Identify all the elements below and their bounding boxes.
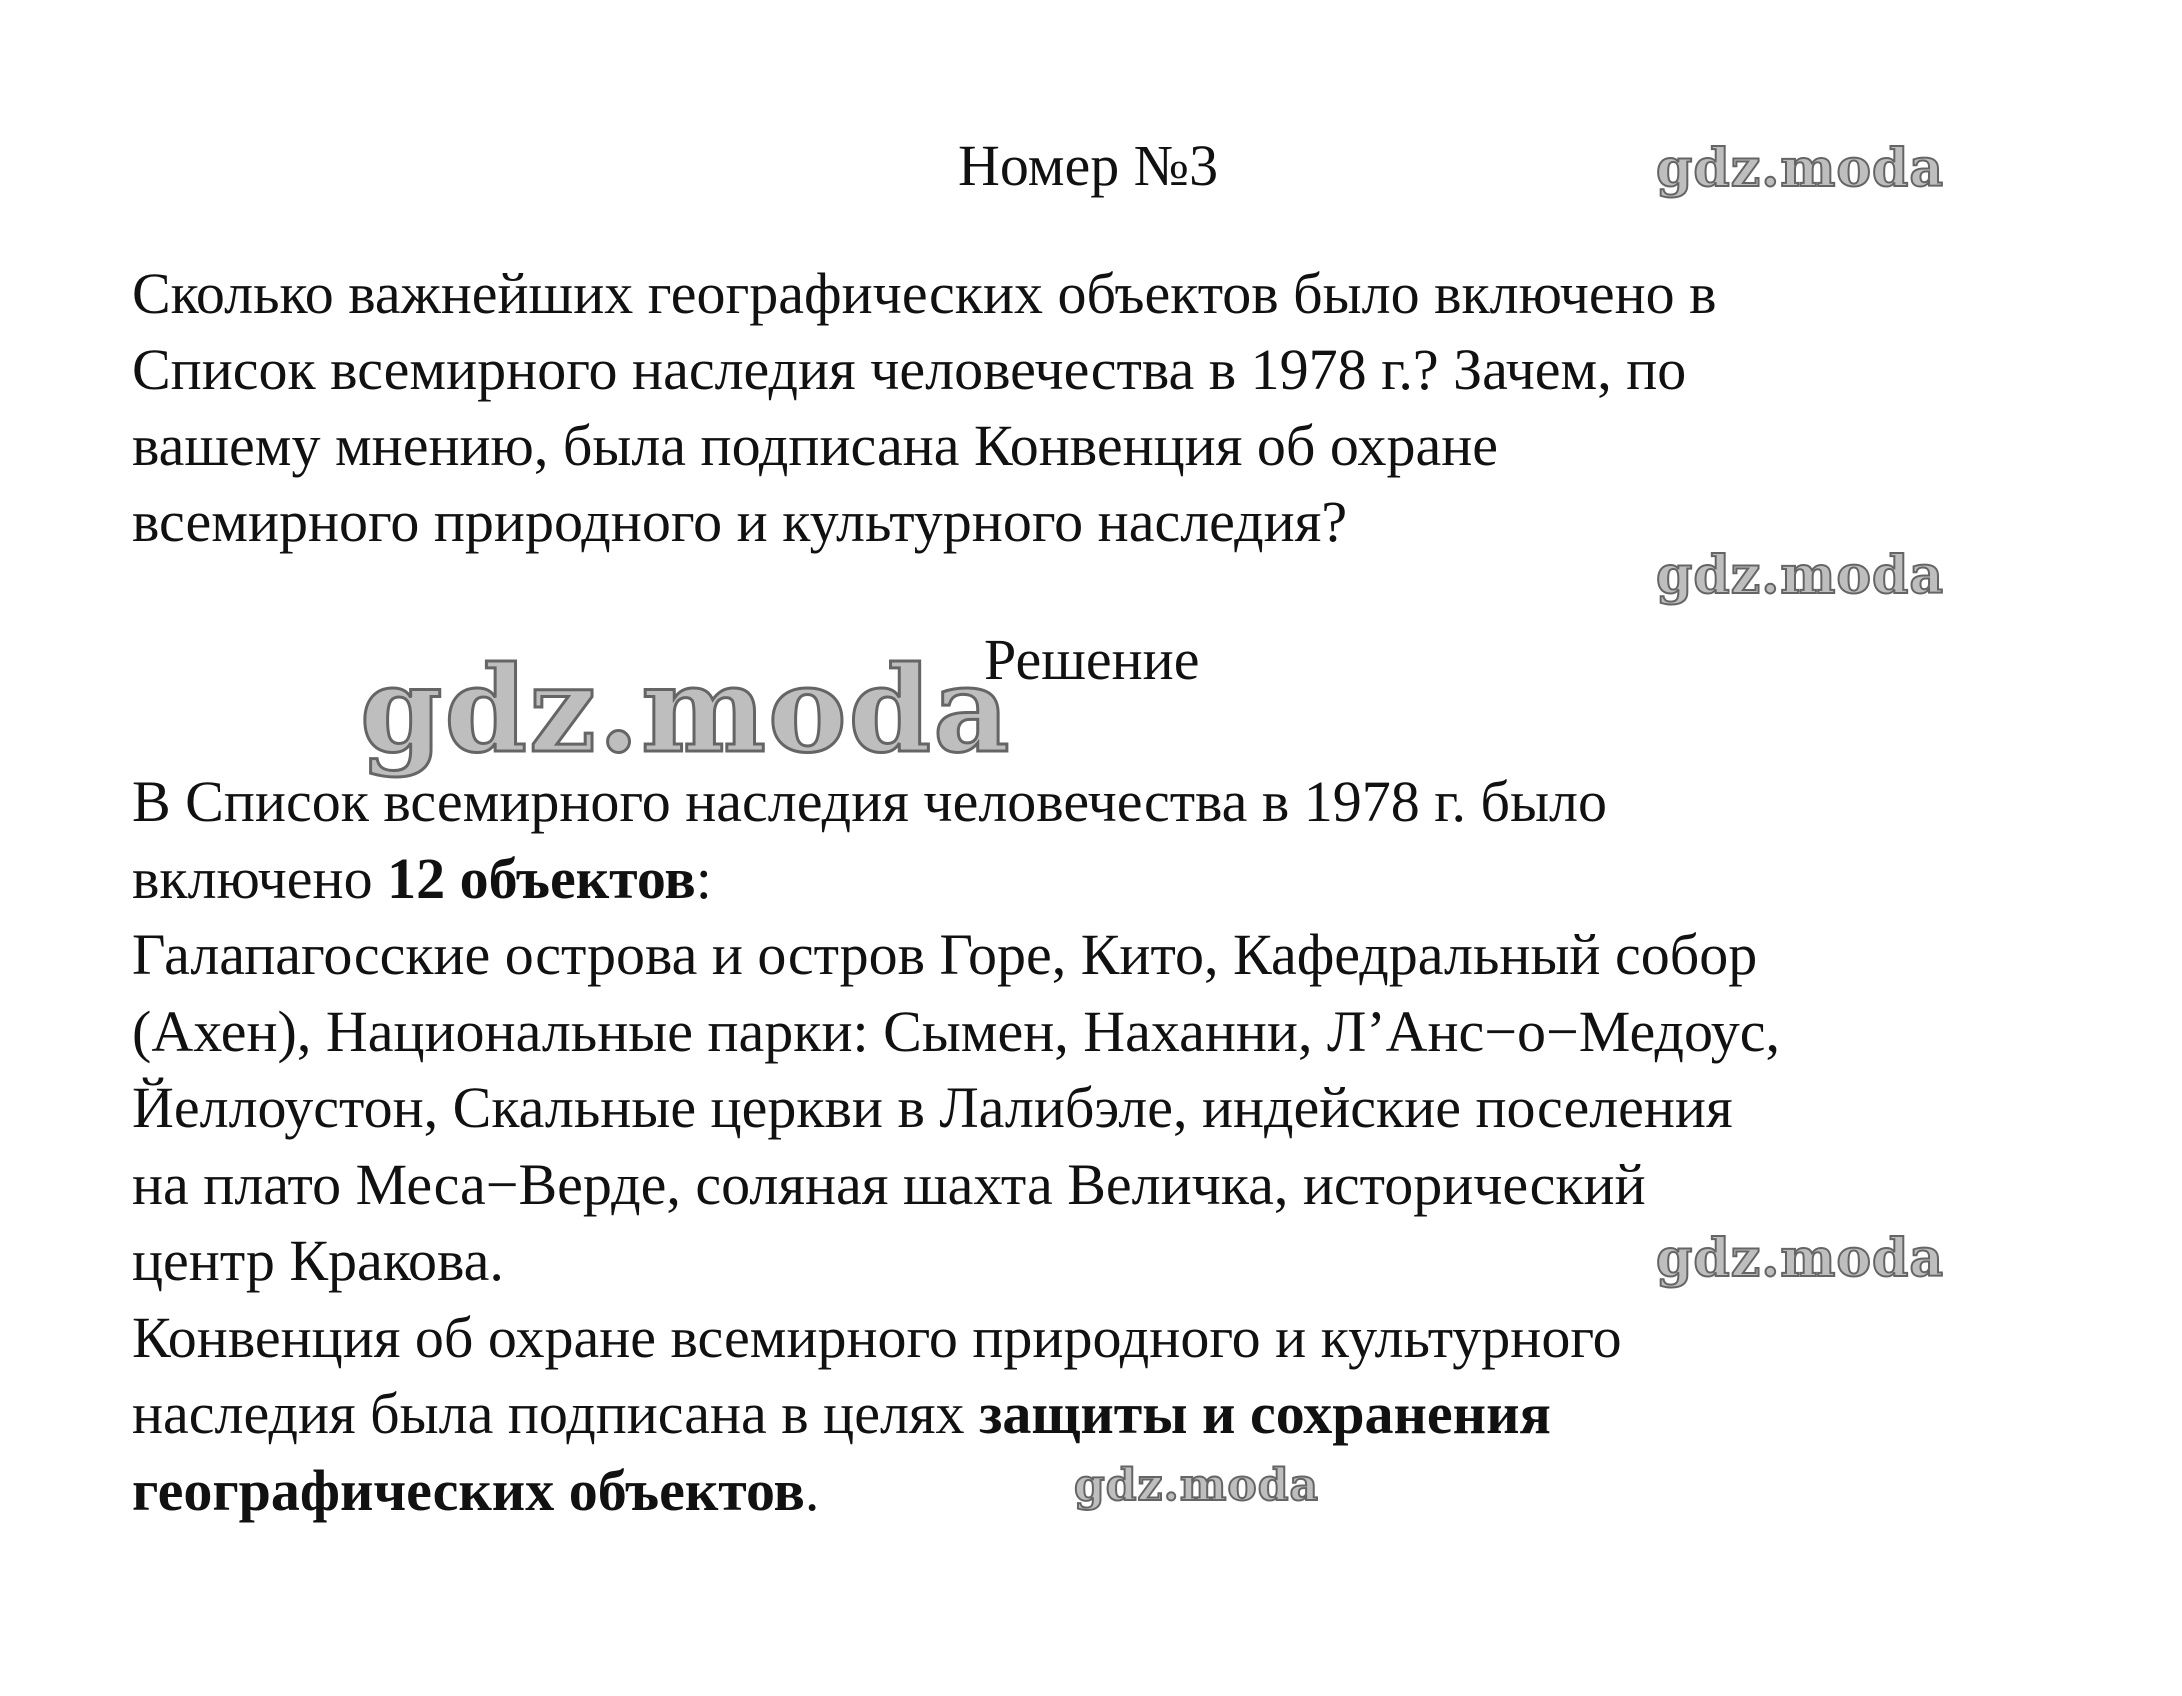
question-line: вашему мнению, была подписана Конвенция об охране <box>132 413 1498 478</box>
question-line: всемирного природного и культурного наследия? <box>132 489 1348 554</box>
answer-bold-count: 12 объектов <box>387 845 696 911</box>
watermark-logo-large: gdz.moda <box>360 640 1012 779</box>
question-text <box>132 256 1717 560</box>
watermark-logo: gdz.moda <box>1656 545 1945 606</box>
answer-line: Галапагосские острова и остров Горе, Кито, Кафедральный собор <box>132 922 1758 987</box>
answer-text <box>132 764 1780 1529</box>
answer-text-fragment: наследия была подписана в целях <box>132 1381 980 1446</box>
question-line: Сколько важнейших географических объектов было включено в <box>132 261 1717 326</box>
answer-line: на плато Меса−Верде, соляная шахта Величка, исторический <box>132 1151 1646 1217</box>
watermark-logo: gdz.moda <box>1656 1228 1945 1289</box>
watermark-logo: gdz.moda <box>1074 1460 1320 1511</box>
question-line: Список всемирного наследия человечества в 1978 г.? Зачем, по <box>132 337 1687 402</box>
answer-text-fragment: . <box>804 1457 820 1523</box>
answer-line: Конвенция об охране всемирного природного и культурного <box>132 1304 1622 1370</box>
watermark-logo: gdz.moda <box>1656 138 1945 199</box>
answer-text-fragment: включено <box>132 845 388 911</box>
answer-line <box>132 1376 1780 1453</box>
answer-bold-purpose: защиты и сохранения <box>979 1381 1551 1446</box>
answer-bold-purpose: географических объектов <box>132 1457 805 1523</box>
answer-line: центр Кракова. <box>132 1228 504 1293</box>
solution-heading: Решение <box>984 627 1200 692</box>
answer-line: В Список всемирного наследия человечества в 1978 г. было <box>132 769 1607 834</box>
answer-text-fragment: : <box>695 845 712 911</box>
answer-line <box>132 1453 1780 1530</box>
answer-line <box>132 841 1780 918</box>
page-title: Номер №3 <box>958 133 1219 198</box>
answer-line: Йеллоустон, Скальные церкви в Лалибэле, индейские поселения <box>132 1075 1733 1140</box>
answer-line: (Ахен), Национальные парки: Сымен, Наханни, Л’Анс−о−Медоус, <box>132 998 1781 1064</box>
